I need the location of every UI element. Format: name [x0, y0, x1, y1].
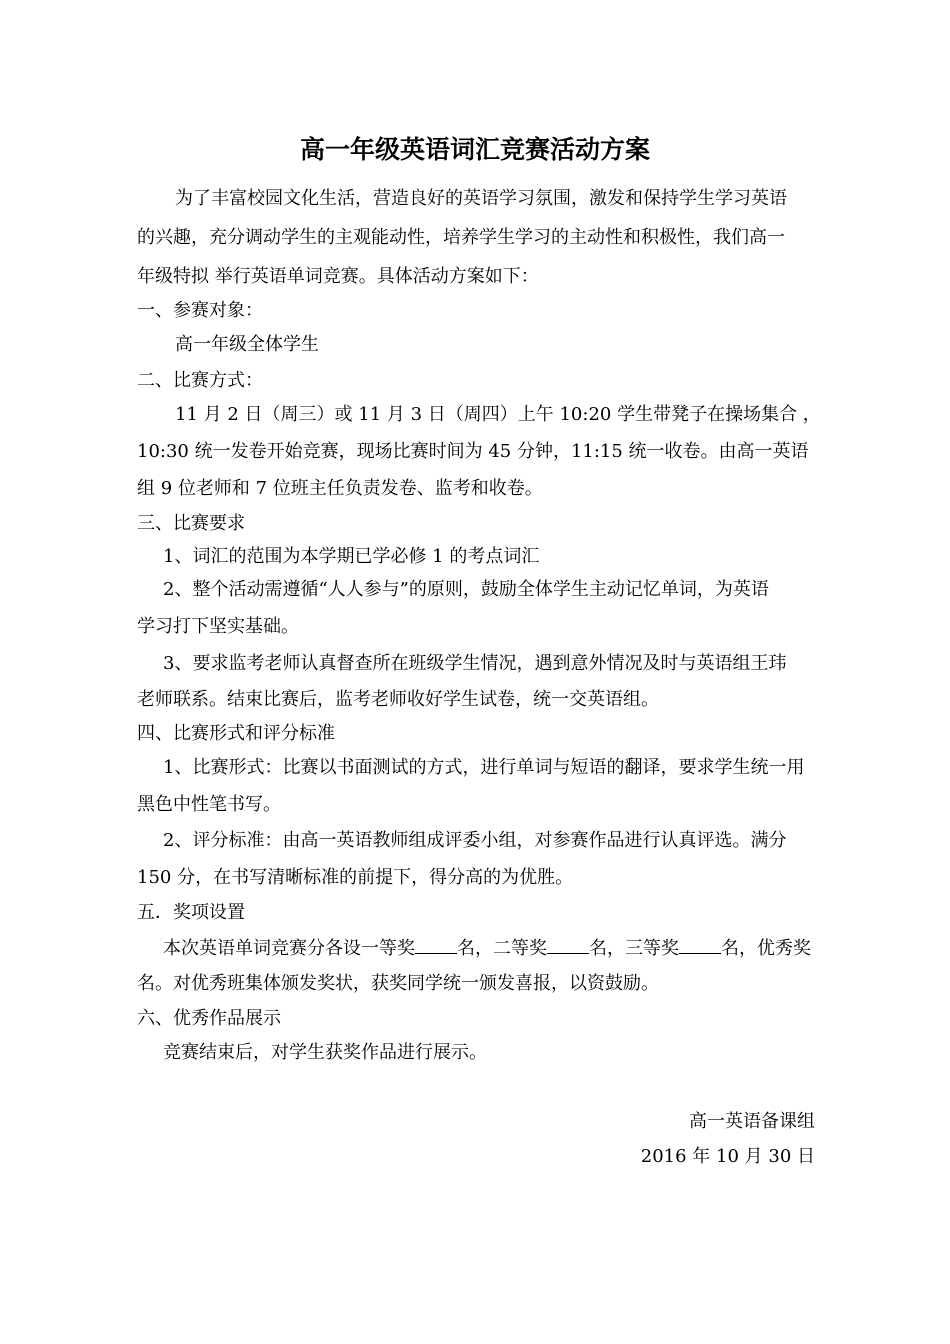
section5-part-2: 名，二等奖 — [457, 938, 547, 959]
second-prize-blank — [547, 935, 589, 954]
section1-heading: 一、参赛对象： — [137, 300, 263, 321]
section2-line-2: 10:30 统一发卷开始竞赛，现场比赛时间为 45 分钟，11:15 统一收卷。由高一英语 — [137, 441, 809, 462]
first-prize-blank — [415, 935, 457, 954]
section6-heading: 六、优秀作品展示 — [137, 1008, 281, 1029]
section2-line-1: 11 月 2 日（周三）或 11 月 3 日（周四）上午 10:20 学生带凳子在操场集合 ， — [175, 404, 821, 425]
section4-item1-line-2: 黑色中性笔书写。 — [137, 794, 281, 815]
signature-date: 2016 年 10 月 30 日 — [640, 1146, 815, 1167]
intro-line-3: 年级特拟 举行英语单词竞赛。具体活动方案如下： — [137, 266, 539, 287]
section4-item1-line-1: 1、比赛形式：比赛以书面测试的方式，进行单词与短语的翻译，要求学生统一用 — [163, 757, 805, 778]
intro-line-2: 的兴趣，充分调动学生的主观能动性，培养学生学习的主动性和积极性，我们高一 — [137, 227, 785, 248]
intro-line-1: 为了丰富校园文化生活，营造良好的英语学习氛围，激发和保持学生学习英语 — [175, 188, 787, 209]
section1-body: 高一年级全体学生 — [175, 334, 319, 355]
section3-item2-line-2: 学习打下坚实基础。 — [137, 616, 299, 637]
section3-heading: 三、比赛要求 — [137, 513, 245, 534]
section5-part-1: 本次英语单词竞赛分各设一等奖 — [163, 938, 415, 959]
section3-item2-line-1: 2、整个活动需遵循“人人参与”的原则，鼓励全体学生主动记忆单词，为英语 — [163, 579, 769, 600]
section4-item2-line-2: 150 分，在书写清晰标准的前提下，得分高的为优胜。 — [137, 867, 574, 888]
third-prize-blank — [679, 935, 721, 954]
section4-item2-line-1: 2、评分标准：由高一英语教师组成评委小组，对参赛作品进行认真评选。满分 — [163, 830, 787, 851]
section4-heading: 四、比赛形式和评分标准 — [137, 723, 335, 744]
section5-part-4: 名，优秀奖 — [721, 938, 811, 959]
section3-item1: 1、词汇的范围为本学期已学必修 1 的考点词汇 — [163, 546, 540, 567]
section5-part-3: 名，三等奖 — [589, 938, 679, 959]
section2-heading: 二、比赛方式： — [137, 370, 263, 391]
section3-item3-line-1: 3、要求监考老师认真督查所在班级学生情况，遇到意外情况及时与英语组王玮 — [163, 653, 787, 674]
document-title: 高一年级英语词汇竞赛活动方案 — [299, 135, 650, 164]
section5-line-2: 名。对优秀班集体颁发奖状，获奖同学统一颁发喜报，以资鼓励。 — [137, 973, 659, 994]
section3-item3-line-2: 老师联系。结束比赛后，监考老师收好学生试卷，统一交英语组。 — [137, 689, 659, 710]
section5-heading: 五．奖项设置 — [137, 902, 245, 923]
section2-line-3: 组 9 位老师和 7 位班主任负责发卷、监考和收卷。 — [137, 478, 543, 499]
signature-org: 高一英语备课组 — [689, 1111, 815, 1132]
section6-body: 竞赛结束后，对学生获奖作品进行展示。 — [163, 1042, 487, 1063]
section5-line-1 — [163, 935, 811, 961]
